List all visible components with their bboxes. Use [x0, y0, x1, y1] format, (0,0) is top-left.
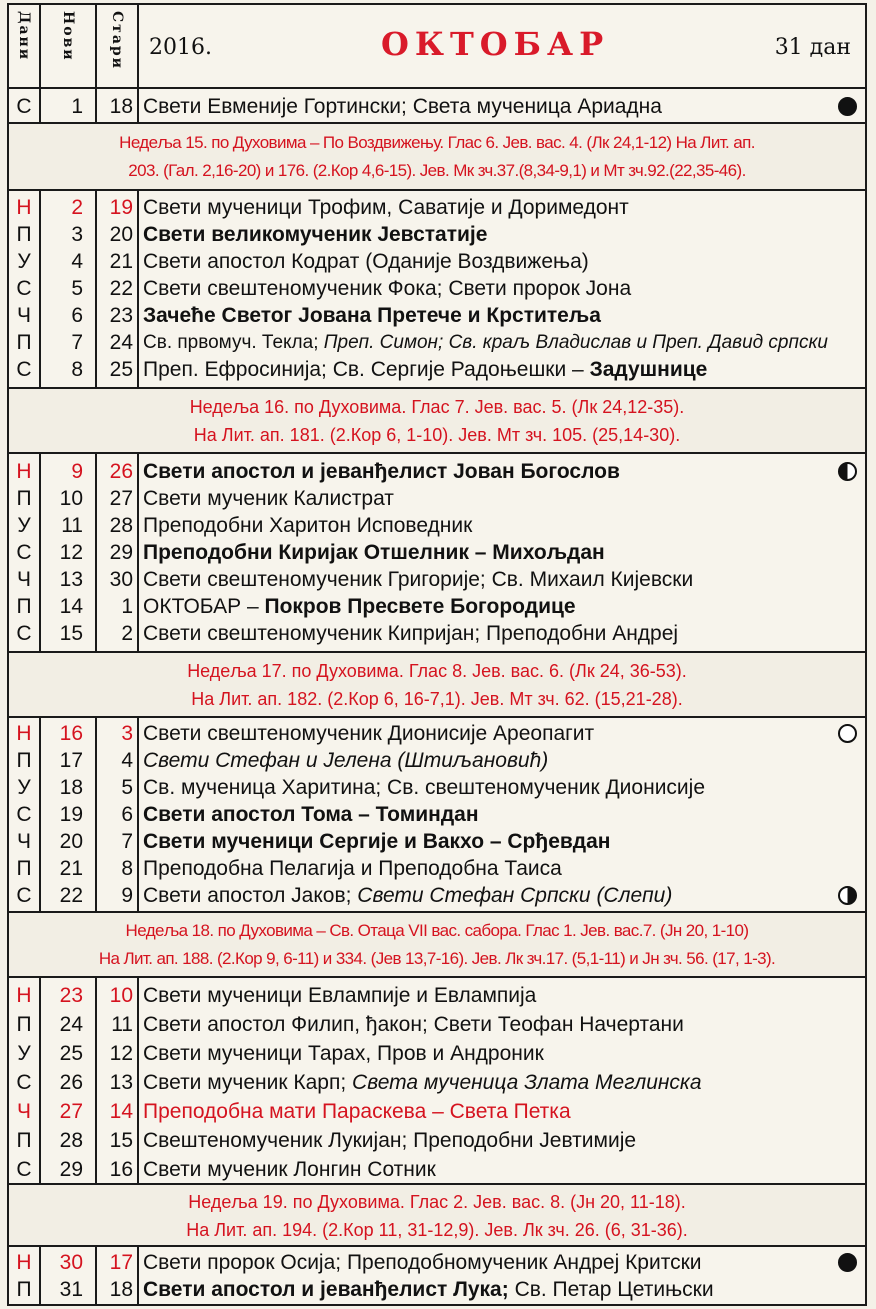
new-date: 28 [59, 1129, 83, 1152]
feast-text: Свети великомученик Јевстатије [143, 223, 488, 246]
day-of-week: С [16, 95, 32, 118]
full-moon-icon [838, 1253, 857, 1272]
new-date: 5 [71, 277, 83, 300]
day-of-week: П [16, 749, 32, 772]
day-row [9, 1011, 865, 1038]
new-date: 25 [59, 1042, 83, 1065]
feast-text: Свети пророк Осија; Преподобномученик Андреј Критски [143, 1251, 702, 1274]
new-date: 29 [59, 1158, 83, 1181]
old-date: 30 [109, 568, 133, 591]
reading-line: На Лит. ап. 188. (2.Кор 9, 6-11) и 334. (Јев 13,7-16). Јев. Лк зч.17. (5,1-11) и Јн зч. 56. (17, 1-3). [98, 949, 776, 968]
day-row [9, 458, 865, 485]
day-row [9, 1098, 865, 1125]
day-of-week: У [17, 1042, 31, 1065]
feast-text: Свети мученици Сергије и Вакхо – Срђевдан [143, 830, 611, 853]
day-of-week: У [17, 250, 31, 273]
feast-text: Свети свештеномученик Григорије; Св. Михаил Кијевски [143, 568, 694, 591]
new-date: 2 [71, 196, 83, 219]
new-date: 31 [59, 1278, 83, 1301]
new-date: 27 [59, 1100, 83, 1123]
days-count: 31 дан [774, 35, 851, 60]
reading-line: На Лит. ап. 182. (2.Кор 6, 16-7,1). Јев. Мт зч. 62. (15,21-28). [191, 689, 683, 709]
feast-text: Свети апостол Филип, ђакон; Свети Теофан Начертани [143, 1013, 684, 1036]
old-date: 12 [109, 1042, 133, 1065]
day-of-week: С [16, 358, 32, 381]
day-row [9, 1069, 865, 1096]
full-moon-icon [838, 97, 857, 116]
new-moon-icon [838, 724, 857, 743]
new-date: 30 [59, 1251, 83, 1274]
day-row [9, 1249, 865, 1276]
old-date: 18 [109, 1278, 133, 1301]
feast-text: Свети мученик Лонгин Сотник [143, 1158, 436, 1181]
day-row [9, 485, 865, 512]
day-of-week: Н [16, 196, 32, 219]
feast-text: Свети мученик Калистрат [143, 487, 394, 510]
calendar-page [7, 3, 867, 1306]
day-of-week: Ч [17, 304, 31, 327]
day-of-week: П [16, 487, 32, 510]
col-old-header: Стари [109, 11, 125, 71]
new-date: 24 [59, 1013, 83, 1036]
day-of-week: С [16, 803, 32, 826]
new-date: 6 [71, 304, 83, 327]
month-title: ОКТОБАР [381, 25, 610, 63]
col-day-header: Дани [16, 11, 32, 62]
feast-text: Свети свештеномученик Кипријан; Преподобни Андреј [143, 622, 679, 645]
feast-text: Свети Стефан и Јелена (Штиљановић) [143, 749, 549, 772]
feast-text: Свети апостол Тома – Томиндан [143, 803, 479, 826]
day-of-week: У [17, 776, 31, 799]
day-of-week: П [16, 223, 32, 246]
new-date: 22 [59, 884, 83, 907]
feast-text: Свети апостол Кодрат (Оданије Воздвижења) [143, 250, 589, 273]
day-row [9, 620, 865, 647]
day-row [9, 882, 865, 909]
feast-text: Зачеће Светог Јована Претече и Крститеља [143, 304, 601, 327]
old-date: 26 [109, 460, 133, 483]
feast-text: Св. мученица Харитина; Св. свештеномученик Дионисије [143, 776, 705, 799]
reading-line: На Лит. ап. 194. (2.Кор 11, 31-12,9). Јев. Лк зч. 26. (6, 31-36). [186, 1220, 688, 1240]
day-of-week: С [16, 884, 32, 907]
day-of-week: С [16, 622, 32, 645]
reading-line: Недеља 16. по Духовима. Глас 7. Јев. вас. 5. (Лк 24,12-35). [189, 397, 685, 417]
day-row [9, 248, 865, 275]
old-date: 6 [121, 803, 133, 826]
old-date: 17 [109, 1251, 133, 1274]
feast-text: Свештеномученик Лукијан; Преподобни Јевтимије [143, 1129, 637, 1152]
old-date: 7 [121, 830, 133, 853]
new-date: 21 [59, 857, 83, 880]
new-date: 7 [71, 331, 83, 354]
day-of-week: Н [16, 984, 32, 1007]
old-date: 1 [121, 595, 133, 618]
day-row [9, 1127, 865, 1154]
old-date: 2 [121, 622, 133, 645]
new-date: 10 [59, 487, 83, 510]
old-date: 11 [111, 1013, 133, 1036]
new-date: 13 [59, 568, 83, 591]
feast-text: Свети свештеномученик Дионисије Ареопагит [143, 722, 595, 745]
reading-line: Недеља 15. по Духовима – По Воздвижењу. Глас 6. Јев. вас. 4. (Лк 24,1-12) На Лит. ап. [119, 133, 755, 152]
feast-text: Свети мученици Тарах, Пров и Андроник [143, 1042, 544, 1065]
feast-text: Свети апостол и јеванђелист Лука; Св. Петар Цетињски [143, 1278, 714, 1301]
reading-line: Недеља 18. по Духовима – Св. Отаца VII вас. сабора. Глас 1. Јев. вас.7. (Јн 20, 1-10) [125, 921, 749, 940]
day-row [9, 512, 865, 539]
new-date: 20 [59, 830, 83, 853]
day-of-week: Н [16, 460, 32, 483]
day-of-week: П [16, 595, 32, 618]
feast-text: Преподобна мати Параскева – Света Петка [143, 1100, 571, 1123]
col-new-header: Нови [60, 11, 76, 62]
day-of-week: С [16, 277, 32, 300]
old-date: 23 [109, 304, 133, 327]
feast-text: Свети свештеномученик Фока; Свети пророк Јона [143, 277, 632, 300]
feast-text: Свети мученици Трофим, Саватије и Доримедонт [143, 196, 629, 219]
day-of-week: Н [16, 1251, 32, 1274]
old-date: 8 [121, 857, 133, 880]
month-header [9, 5, 865, 89]
old-date: 9 [121, 884, 133, 907]
old-date: 28 [109, 514, 133, 537]
old-date: 22 [109, 277, 133, 300]
old-date: 3 [121, 722, 133, 745]
old-date: 29 [109, 541, 133, 564]
day-of-week: Ч [17, 830, 31, 853]
day-row [9, 302, 865, 329]
feast-text: ОКТОБАР – Покров Пресвете Богородице [143, 595, 576, 618]
day-of-week: У [17, 514, 31, 537]
feast-text: Свети мученик Карп; Света мученица Злата Мeглинска [143, 1071, 702, 1094]
day-of-week: П [16, 1013, 32, 1036]
day-row [9, 566, 865, 593]
new-date: 18 [59, 776, 83, 799]
day-row [9, 774, 865, 801]
sunday-reading [9, 122, 865, 191]
old-date: 10 [109, 984, 133, 1007]
feast-text: Преподобни Киријак Отшелник – Михољдан [143, 541, 605, 564]
day-of-week: П [16, 857, 32, 880]
new-date: 9 [71, 460, 83, 483]
day-row [9, 194, 865, 221]
new-date: 23 [59, 984, 83, 1007]
day-row [9, 982, 865, 1009]
day-row [9, 275, 865, 302]
reading-line: Недеља 17. по Духовима. Глас 8. Јев. вас. 6. (Лк 24, 36-53). [187, 661, 687, 681]
day-row [9, 747, 865, 774]
new-date: 4 [71, 250, 83, 273]
reading-line: 203. (Гал. 2,16-20) и 176. (2.Кор 4,6-15). Јев. Мк зч.37.(8,34-9,1) и Мт зч.92.(22,35-46). [128, 161, 746, 180]
day-of-week: П [16, 1129, 32, 1152]
new-date: 8 [71, 358, 83, 381]
day-row [9, 221, 865, 248]
last-quarter-moon-icon [838, 886, 857, 905]
year-label: 2016. [149, 35, 212, 60]
day-of-week: П [16, 331, 32, 354]
feast-text: Свети апостол Јаков; Свети Стефан Српски (Слепи) [143, 884, 673, 907]
day-row [9, 593, 865, 620]
old-date: 14 [109, 1100, 133, 1123]
feast-text: Преп. Ефросинија; Св. Сергије Радоњешки – Задушнице [143, 358, 708, 381]
day-of-week: Ч [17, 1100, 31, 1123]
new-date: 15 [59, 622, 83, 645]
sunday-reading [9, 1183, 865, 1247]
feast-text: Свети мученици Евлампије и Евлампија [143, 984, 537, 1007]
new-date: 17 [59, 749, 83, 772]
old-date: 15 [109, 1129, 133, 1152]
new-date: 1 [71, 95, 83, 118]
feast-text: Свети Евменије Гортински; Света мученица Ариадна [143, 95, 662, 118]
day-of-week: П [16, 1278, 32, 1301]
day-row [9, 801, 865, 828]
day-row [9, 720, 865, 747]
new-date: 19 [59, 803, 83, 826]
old-date: 25 [109, 358, 133, 381]
day-row [9, 539, 865, 566]
old-date: 18 [109, 95, 133, 118]
reading-line: Недеља 19. по Духовима. Глас 2. Јев. вас. 8. (Јн 20, 11-18). [188, 1192, 686, 1212]
day-row [9, 1276, 865, 1303]
old-date: 5 [121, 776, 133, 799]
day-row [9, 329, 865, 356]
feast-text: Св. првомуч. Текла; Преп. Симон; Св. краљ Владислав и Преп. Давид српски [143, 332, 828, 353]
day-row [9, 855, 865, 882]
feast-text: Преподобни Харитон Исповедник [143, 514, 473, 537]
feast-text: Преподобна Пелагија и Преподобна Таиса [143, 857, 562, 880]
day-row [9, 356, 865, 383]
reading-line: На Лит. ап. 181. (2.Кор 6, 1-10). Јев. Мт зч. 105. (25,14-30). [193, 425, 681, 445]
old-date: 4 [121, 749, 133, 772]
first-quarter-moon-icon [838, 462, 857, 481]
day-of-week: С [16, 541, 32, 564]
day-row [9, 828, 865, 855]
old-date: 20 [109, 223, 133, 246]
day-of-week: С [16, 1158, 32, 1181]
new-date: 16 [59, 722, 83, 745]
day-of-week: Н [16, 722, 32, 745]
day-row [9, 1156, 865, 1183]
new-date: 3 [71, 223, 83, 246]
old-date: 27 [109, 487, 133, 510]
sunday-reading [9, 911, 865, 978]
old-date: 19 [109, 196, 133, 219]
day-of-week: С [16, 1071, 32, 1094]
sunday-reading [9, 651, 865, 718]
day-of-week: Ч [17, 568, 31, 591]
old-date: 21 [109, 250, 133, 273]
old-date: 16 [109, 1158, 133, 1181]
day-row [9, 93, 865, 120]
old-date: 24 [109, 331, 133, 354]
new-date: 14 [59, 595, 83, 618]
new-date: 26 [59, 1071, 83, 1094]
day-row [9, 1040, 865, 1067]
feast-text: Свети апостол и јеванђелист Јован Богослов [143, 460, 620, 483]
new-date: 12 [59, 541, 83, 564]
old-date: 13 [109, 1071, 133, 1094]
new-date: 11 [61, 514, 83, 537]
sunday-reading [9, 387, 865, 454]
